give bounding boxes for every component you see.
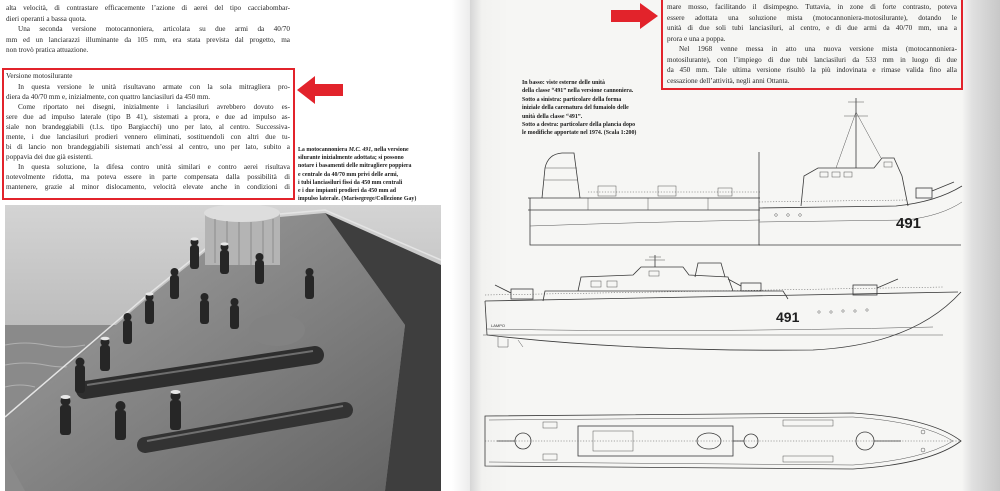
continuation-line: mare mosso, facilitando il disimpegno. Tuttavia, in zone di forte contrasto, poteva bbox=[667, 3, 957, 11]
arrow-right-icon bbox=[611, 3, 659, 29]
caption-text: La motocannoniera bbox=[298, 147, 349, 153]
continuation-line: Nel 1968 venne messa in atto una nuova versione mista (motocannoniera- bbox=[679, 45, 957, 53]
section-line: bi di lancio non brandeggiabili sistemati anch’essi al centro, uno per lato, subito a bbox=[6, 143, 290, 151]
continuation-line: unità di due soli tubi lanciasiluri, al centro, e di due armi da 40/70 mm, una a bbox=[667, 24, 957, 32]
section-line: notevolmente ridotta, ma poteva essere in parte compensata dalla possibilità di bbox=[6, 173, 290, 181]
drawings-caption-line: Sotto a sinistra: particolare della forma bbox=[522, 96, 622, 103]
drawings-caption-line: iniziale della carenatura del fumaiolo delle bbox=[522, 105, 629, 112]
section-line: In questa versione le unità risultavano armate con la sola mitragliera pro- bbox=[18, 83, 290, 91]
intro-line: Una seconda versione motocannoniera, articolata su due armi da 40/70 bbox=[18, 25, 290, 33]
photo-caption-line bbox=[298, 146, 409, 154]
drawings-caption-line: unità della classe “491”. bbox=[522, 113, 583, 120]
photo-caption-line: i tubi lanciasiluri fissi da 450 mm centrali bbox=[298, 179, 403, 186]
photo-caption-line: silurante inizialmente adottata; si possono bbox=[298, 155, 404, 162]
caption-vessel-name: M.C. 491 bbox=[348, 147, 372, 153]
continuation-line: essere adottata una soluzione mista (motocannoniera-motosilurante), dotando le bbox=[667, 13, 957, 22]
photo-caption-line: e i due impianti prodieri da 450 mm ad bbox=[298, 188, 397, 194]
ship-photo bbox=[5, 205, 441, 491]
section-line: diera da 40/70 mm e, inizialmente, con quattro lanciasiluri da 450 mm. bbox=[6, 93, 210, 101]
drawings-caption-line: Sotto a destra: particolare della plancia dopo bbox=[522, 122, 636, 128]
continuation-line: cessazione dell’attività, negli anni Ottanta. bbox=[667, 76, 790, 85]
intro-line: mm ed un lanciarazzi illuminante da 105 mm, era stata prevista dal progetto, ma bbox=[6, 35, 290, 44]
section-line: sere due ad impulso laterale (tipo B 41), sistemati a prora, e due ad impulso as- bbox=[6, 113, 290, 121]
photo-caption-line: notare i basamenti delle mitragliere poppiera bbox=[298, 163, 412, 170]
photo-caption-line: impulso laterale. (Marisegrege/Collezione Gay) bbox=[298, 196, 417, 203]
intro-line: alta velocità, di contrastare efficacemente l’azione di aerei del tipo cacciabombar- bbox=[6, 4, 290, 12]
section-heading: Versione motosilurante bbox=[6, 72, 73, 80]
intro-line: non trovò pratica attuazione. bbox=[6, 46, 89, 54]
drawings-caption-line: In basso: viste esterne delle unità bbox=[522, 80, 605, 86]
arrow-left-icon bbox=[297, 76, 345, 104]
continuation-line: prora e una a poppa. bbox=[667, 34, 726, 43]
drawings-caption-line: le modifiche apportate nel 1974. (Scala 1:200) bbox=[522, 130, 637, 137]
hull-number-label: 491 bbox=[776, 309, 800, 325]
continuation-line: da 450 mm. Tale ultima versione risultò la più indovinata e rimase valida fino alla bbox=[667, 66, 957, 74]
section-line: mente, i due lanciasiluri prodieri vennero eliminati, sostituendoli con altri due tu- bbox=[6, 133, 290, 141]
funnel-detail-drawing bbox=[528, 148, 762, 248]
drawings-caption-line: della classe “491” nella versione cannoniera. bbox=[522, 88, 634, 95]
caption-text: , nella versione bbox=[371, 147, 409, 153]
photo-caption-line: e centrale da 40/70 mm privi delle armi, bbox=[298, 171, 399, 178]
stern-name-label: LAMPO bbox=[491, 323, 506, 328]
side-elevation-drawing bbox=[483, 255, 963, 355]
continuation-line: motosilurante), con l’impiego di due tubi lanciasiluri da 533 mm in luogo di due bbox=[667, 55, 957, 64]
hull-number-label: 491 bbox=[896, 215, 922, 232]
section-line: poppavia dei due già esistenti. bbox=[6, 153, 93, 161]
section-line: In questa soluzione, la difesa contro unità similari e contro aerei risultava bbox=[18, 163, 290, 171]
deck-plan-drawing bbox=[483, 398, 963, 484]
section-line: Come riportato nei disegni, inizialmente i lanciasiluri avrebbero dovuto es- bbox=[18, 103, 290, 111]
section-line: mantenere, grazie al minor dislocamento, velocità elevate anche in condizioni di bbox=[6, 183, 290, 191]
bridge-detail-drawing bbox=[756, 92, 964, 248]
intro-line: dieri operanti a bassa quota. bbox=[6, 14, 87, 23]
section-line: siale non brandeggiabili (t.l.s. tipo Bargiacchi) uno per lato, al centro. Successiva- bbox=[6, 123, 290, 131]
